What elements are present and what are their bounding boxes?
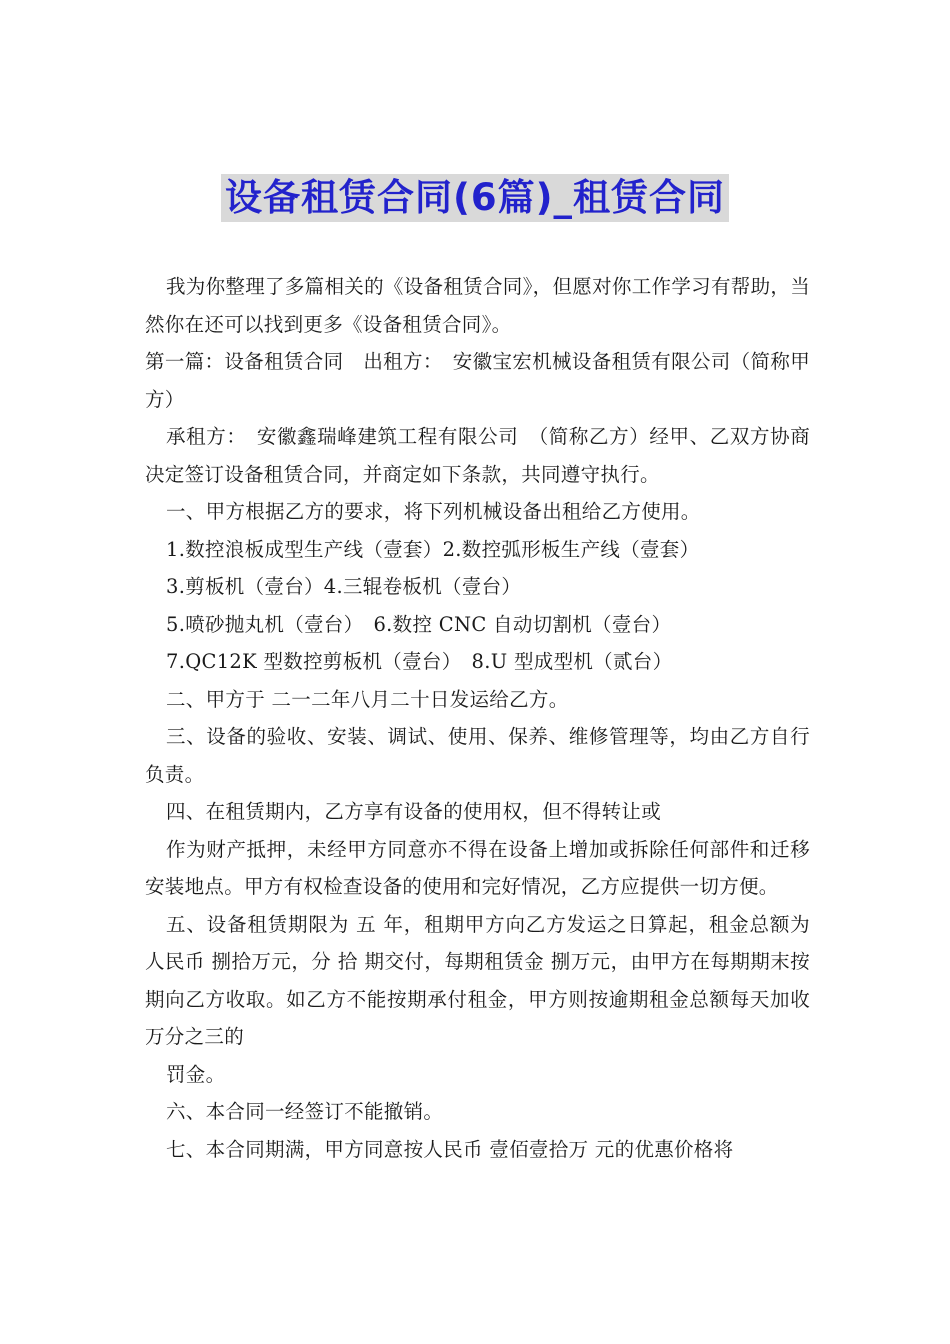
document-title: 设备租赁合同(6篇)_租赁合同 (221, 174, 729, 222)
clause-five-continued: 罚金。 (166, 1062, 226, 1086)
equipment-line-4: 7.QC12K 型数控剪板机（壹台） 8.U 型成型机（贰台） (166, 650, 673, 673)
section-one-heading: 第一篇：设备租赁合同 出租方： 安徽宝宏机械设备租赁有限公司（简称甲方） (145, 350, 810, 411)
clause-six: 六、本合同一经签订不能撤销。 (166, 1100, 444, 1123)
clause-two: 二、甲方于 二一二年八月二十日发运给乙方。 (166, 687, 569, 711)
lessee-paragraph: 承租方： 安徽鑫瑞峰建筑工程有限公司 （简称乙方）经甲、乙双方协商决定签订设备租赁合同，并商定如下条款，共同遵守执行。 (145, 425, 810, 486)
clause-one: 一、甲方根据乙方的要求，将下列机械设备出租给乙方使用。 (166, 500, 701, 523)
intro-paragraph: 我为你整理了多篇相关的《设备租赁合同》，但愿对你工作学习有帮助，当然你在还可以找到更多《设备租赁合同》。 (145, 275, 810, 336)
document-body (145, 268, 810, 1168)
clause-four: 四、在租赁期内，乙方享有设备的使用权，但不得转让或 (166, 800, 662, 823)
clause-three: 三、设备的验收、安装、调试、使用、保养、维修管理等，均由乙方自行负责。 (145, 725, 810, 786)
equipment-line-1: 1.数控浪板成型生产线（壹套）2.数控弧形板生产线（壹套） (166, 537, 700, 561)
clause-seven: 七、本合同期满，甲方同意按人民币 壹佰壹拾万 元的优惠价格将 (166, 1137, 734, 1161)
equipment-line-3: 5.喷砂抛丸机（壹台） 6.数控 CNC 自动切割机（壹台） (166, 612, 672, 636)
clause-five: 五、设备租赁期限为 五 年，租期甲方向乙方发运之日算起，租金总额为人民币 捌拾万元，分 拾 期交付，每期租赁金 捌万元，由甲方在每期期末按期向乙方收取。如乙方不能按期承付租金，甲方则按逾期租金总额每天加收万分之三的 (145, 912, 810, 1048)
clause-four-continued: 作为财产抵押，未经甲方同意亦不得在设备上增加或拆除任何部件和迁移安装地点。甲方有权检查设备的使用和完好情况，乙方应提供一切方便。 (145, 837, 810, 898)
title-container (0, 174, 950, 222)
equipment-line-2: 3.剪板机（壹台）4.三辊卷板机（壹台） (166, 575, 522, 598)
